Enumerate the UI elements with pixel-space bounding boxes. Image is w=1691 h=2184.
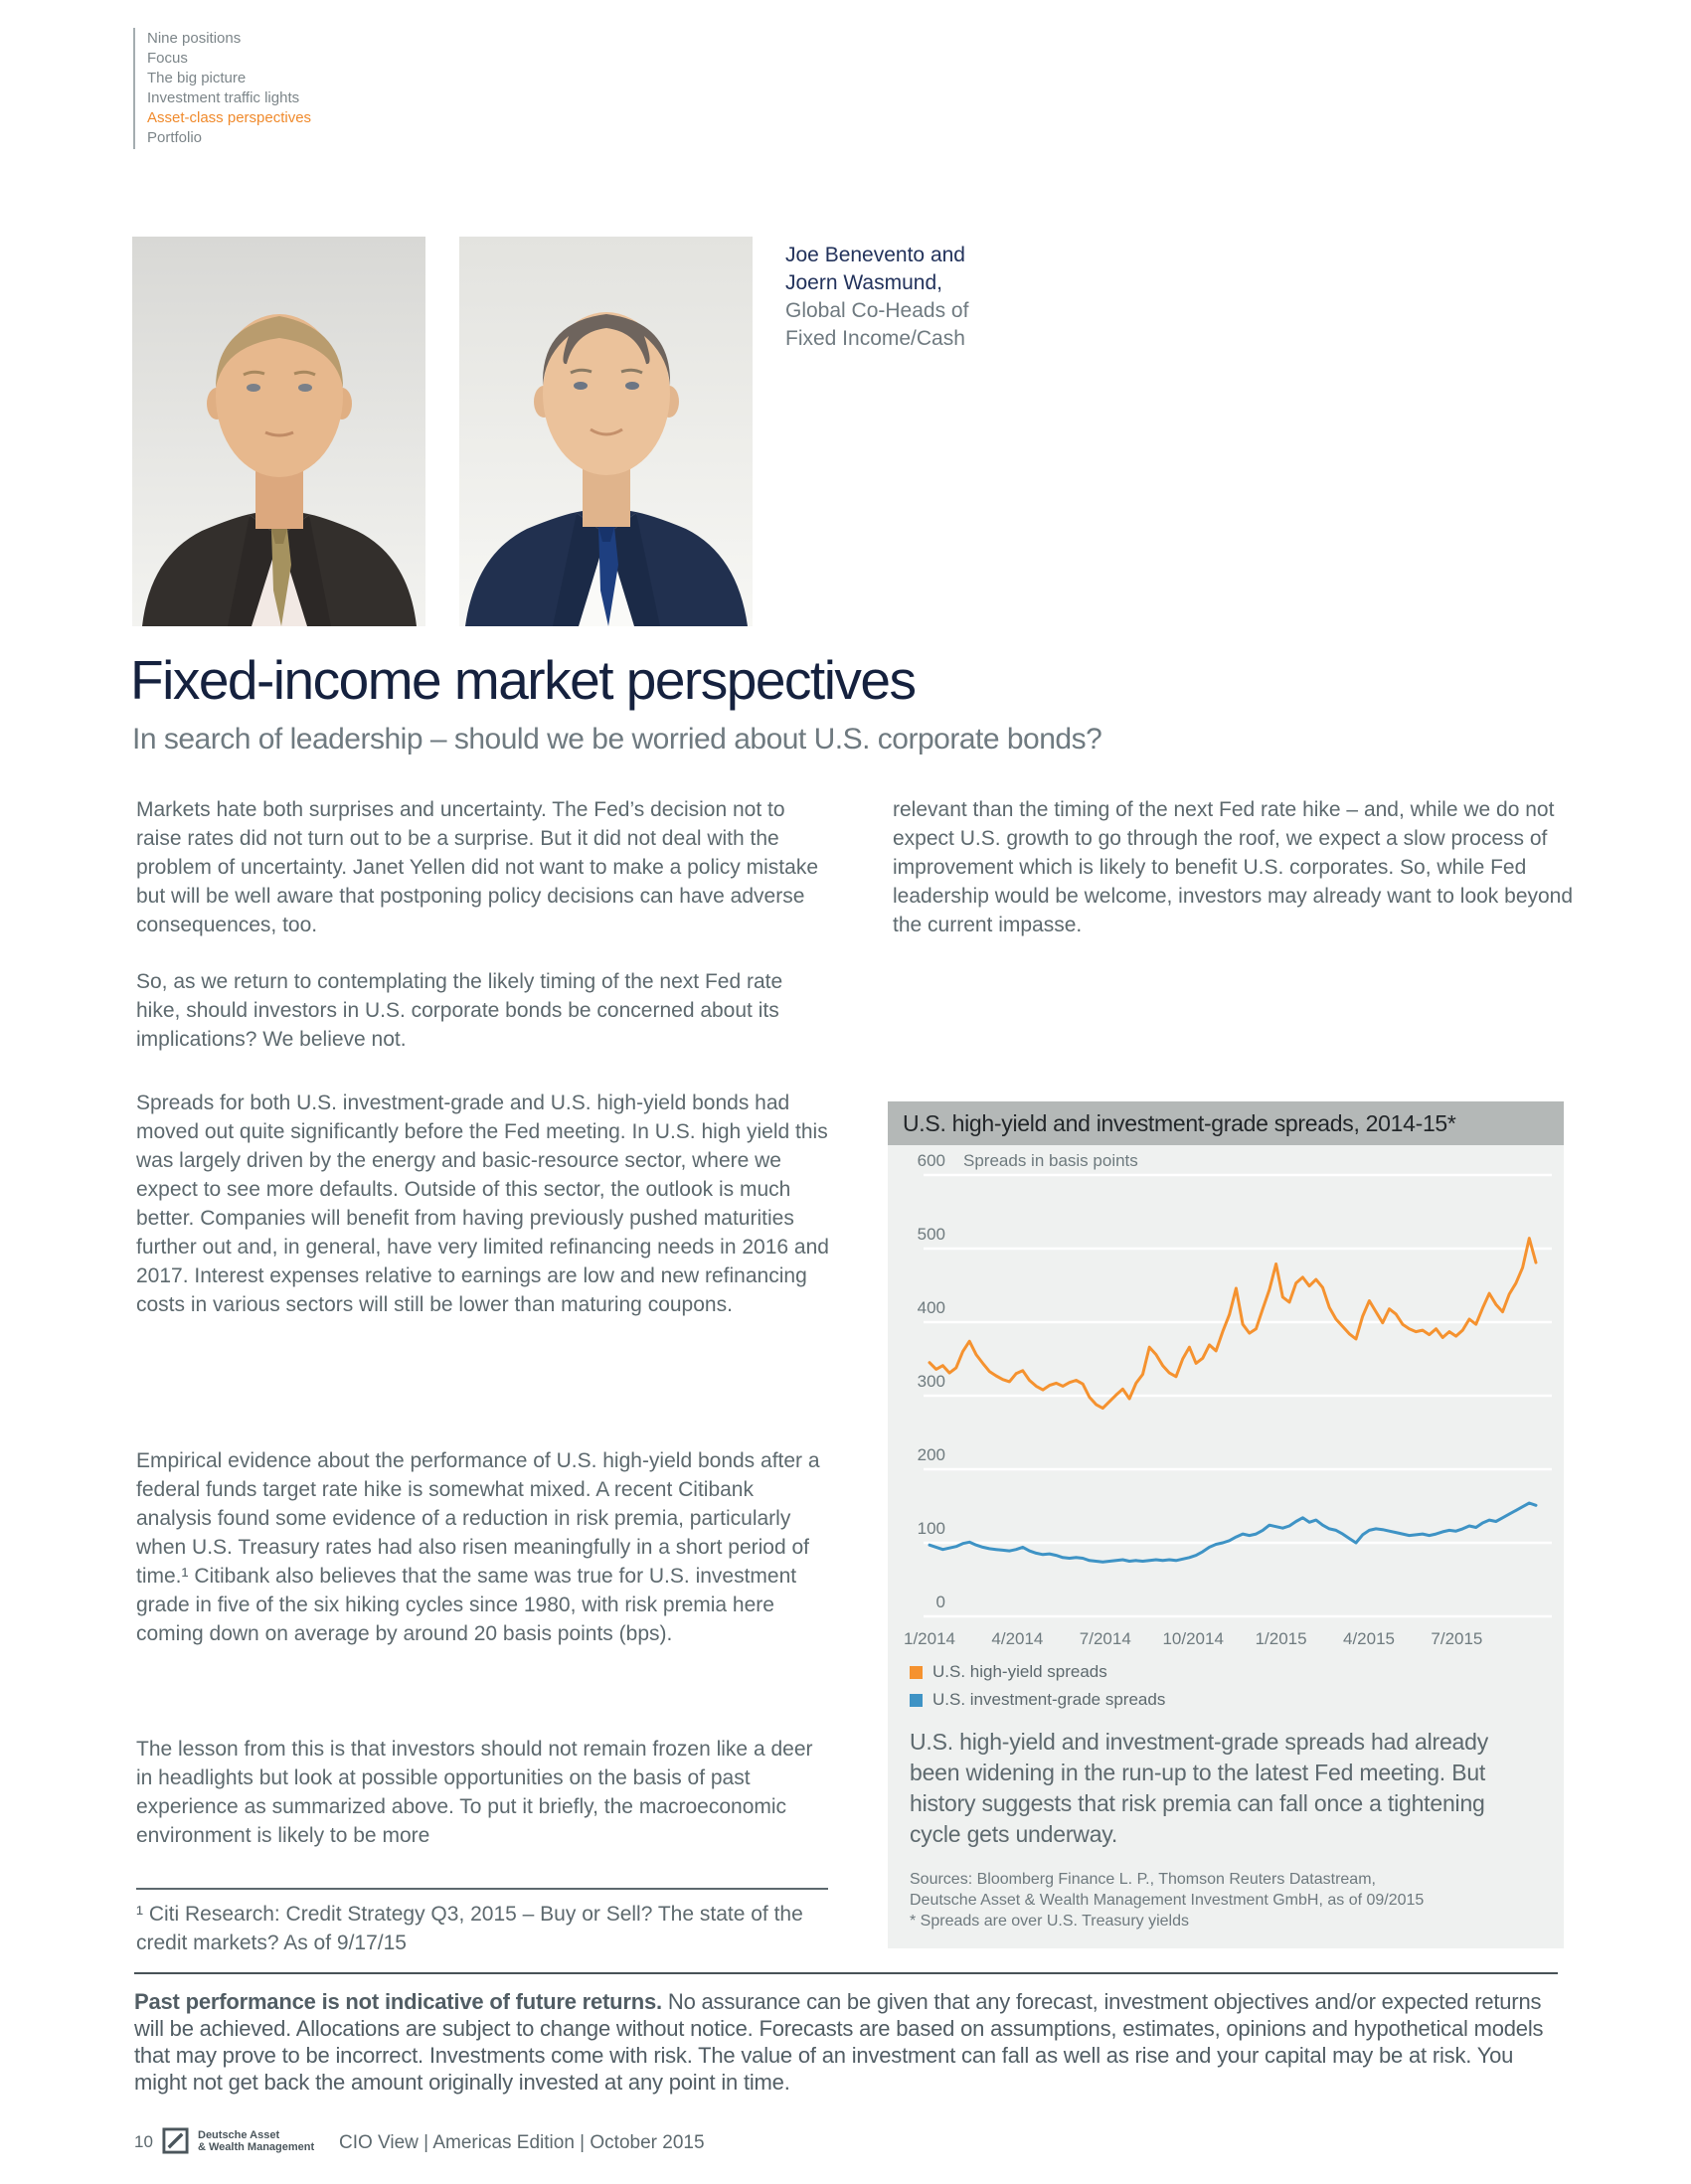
sources-line: Deutsche Asset & Wealth Management Investment GmbH, as of 09/2015 xyxy=(910,1892,1425,1909)
body-paragraph: Spreads for both U.S. investment-grade and U.S. high-yield bonds had moved out quite significantly before the Fed meeting. In U.S. high yield this was largely driven by the energy and basic-resource sector, where we expect to see more defaults. Outside of this sector, the outlook is much better. Companies will benefit from having previously pushed maturities further out and, in general, have very limited refinancing needs in 2016 and 2017. Interest expenses relative to earnings are low and new refinancing costs in various sectors will still be lower than maturing coupons. xyxy=(136,1092,829,1316)
disclaimer xyxy=(134,1988,1560,2096)
legend-item-investment-grade xyxy=(910,1686,1165,1714)
portrait-joe-benevento xyxy=(132,237,425,626)
svg-text:7/2015: 7/2015 xyxy=(1431,1629,1483,1648)
chart-title: U.S. high-yield and investment-grade spreads, 2014-15* xyxy=(888,1101,1564,1145)
disclaimer-lead: Past performance is not indicative of future returns. xyxy=(134,1989,662,2014)
toc-item-focus[interactable]: Focus xyxy=(147,50,188,67)
brand-line: & Wealth Management xyxy=(198,2141,315,2153)
svg-text:10/2014: 10/2014 xyxy=(1162,1629,1224,1648)
page-number: 10 xyxy=(134,2132,153,2151)
sources-line: * Spreads are over U.S. Treasury yields xyxy=(910,1913,1190,1930)
footnote-divider xyxy=(136,1888,828,1890)
disclaimer-body: No assurance can be given that any forecast, investment objectives and/or expected returns will be achieved. Allocations are subject to change without notice. Forecasts are based on assumptions, estimates, opinions and hypothetical models that may prove to be incorrect. Investments come with risk. The value of an investment can fall as well as rise and your capital may be at risk. You might not get back the amount originally invested at any point in time. xyxy=(134,1989,1544,2095)
legend-label: U.S. investment-grade spreads xyxy=(932,1690,1166,1709)
body-paragraph: The lesson from this is that investors should not remain frozen like a deer in headlights but look at possible opportunities on the basis of past experience as summarized above. To put it briefly, the macroeconomic environment is likely to be more xyxy=(136,1738,813,1847)
high-yield-swatch-icon xyxy=(910,1666,923,1679)
portrait-joern-wasmund xyxy=(459,237,753,626)
svg-text:500: 500 xyxy=(917,1225,945,1244)
svg-text:1/2014: 1/2014 xyxy=(904,1629,955,1648)
svg-text:4/2015: 4/2015 xyxy=(1343,1629,1395,1648)
page-subtitle: In search of leadership – should we be worried about U.S. corporate bonds? xyxy=(132,723,1102,756)
toc-item-big-picture[interactable]: The big picture xyxy=(147,70,247,86)
svg-text:0: 0 xyxy=(935,1593,945,1611)
svg-text:1/2015: 1/2015 xyxy=(1255,1629,1307,1648)
chart-panel xyxy=(888,1145,1564,1948)
chart-sources xyxy=(910,1869,1424,1932)
brand-name xyxy=(198,2129,314,2153)
legend-label: U.S. high-yield spreads xyxy=(932,1662,1107,1681)
toc-item-portfolio[interactable]: Portfolio xyxy=(147,129,203,146)
investment-grade-swatch-icon xyxy=(910,1694,923,1707)
svg-text:7/2014: 7/2014 xyxy=(1079,1629,1131,1648)
byline-name-line: Joern Wasmund, xyxy=(785,271,942,294)
svg-text:Spreads in basis points: Spreads in basis points xyxy=(963,1151,1138,1170)
body-paragraph: Markets hate both surprises and uncertainty. The Fed’s decision not to raise rates did not turn out to be a surprise. But it did not deal with the problem of uncertainty. Janet Yellen did not want to make a policy mistake but will be well aware that postponing policy decisions can have adverse consequences, too. xyxy=(136,798,818,936)
page-title: Fixed-income market perspectives xyxy=(130,649,916,711)
toc-item-asset-class-perspectives[interactable]: Asset-class perspectives xyxy=(147,109,312,126)
chart-plot-area xyxy=(888,1145,1564,1654)
brand-line: Deutsche Asset xyxy=(198,2129,280,2141)
legend-item-high-yield xyxy=(910,1658,1165,1686)
sources-line: Sources: Bloomberg Finance L. P., Thomson Reuters Datastream, xyxy=(910,1871,1376,1888)
footnote: ¹ Citi Research: Credit Strategy Q3, 2015 – Buy or Sell? The state of the credit markets? As of 9/17/15 xyxy=(136,1903,803,1954)
toc-item-nine-positions[interactable]: Nine positions xyxy=(147,30,242,47)
deutsche-bank-logo-icon xyxy=(162,2127,189,2154)
spread-chart xyxy=(888,1101,1564,1948)
table-of-contents xyxy=(133,28,311,149)
svg-text:200: 200 xyxy=(917,1445,945,1464)
body-paragraph: Empirical evidence about the performance of U.S. high-yield bonds after a federal funds target rate hike is somewhat mixed. A recent Citibank analysis found some evidence of a reduction in risk premia, particularly when U.S. Treasury rates had also risen meaningfully in a short period of time.¹ Citibank also believes that the same was true for U.S. investment grade in five of the six hiking cycles since 1980, with risk premia here coming down on average by around 20 basis points (bps). xyxy=(136,1449,820,1645)
byline-name-line: Joe Benevento and xyxy=(785,244,965,266)
chart-caption: U.S. high-yield and investment-grade spreads had already been widening in the run-up to the latest Fed meeting. But history suggests that risk premia can fall once a tightening cycle gets underway. xyxy=(910,1729,1489,1847)
svg-text:4/2014: 4/2014 xyxy=(991,1629,1044,1648)
body-paragraph: relevant than the timing of the next Fed rate hike – and, while we do not expect U.S. growth to go through the roof, we expect a slow process of improvement which is likely to benefit U.S. corporates. So, while Fed leadership would be welcome, investors may already want to look beyond the current impasse. xyxy=(893,798,1574,936)
disclaimer-divider xyxy=(134,1972,1558,1974)
toc-item-investment-traffic-lights[interactable]: Investment traffic lights xyxy=(147,89,300,106)
svg-text:300: 300 xyxy=(917,1372,945,1391)
body-paragraph: So, as we return to contemplating the likely timing of the next Fed rate hike, should investors in U.S. corporate bonds be concerned about its implications? We believe not. xyxy=(136,970,783,1051)
byline-role-line: Fixed Income/Cash xyxy=(785,327,965,350)
svg-text:600: 600 xyxy=(917,1151,945,1170)
chart-legend xyxy=(910,1658,1165,1714)
byline-role-line: Global Co-Heads of xyxy=(785,299,969,322)
edition-text: CIO View | Americas Edition | October 2015 xyxy=(339,2132,705,2153)
svg-text:400: 400 xyxy=(917,1298,945,1317)
svg-text:100: 100 xyxy=(917,1519,945,1538)
page-footer xyxy=(134,2123,1558,2159)
byline xyxy=(785,242,968,353)
